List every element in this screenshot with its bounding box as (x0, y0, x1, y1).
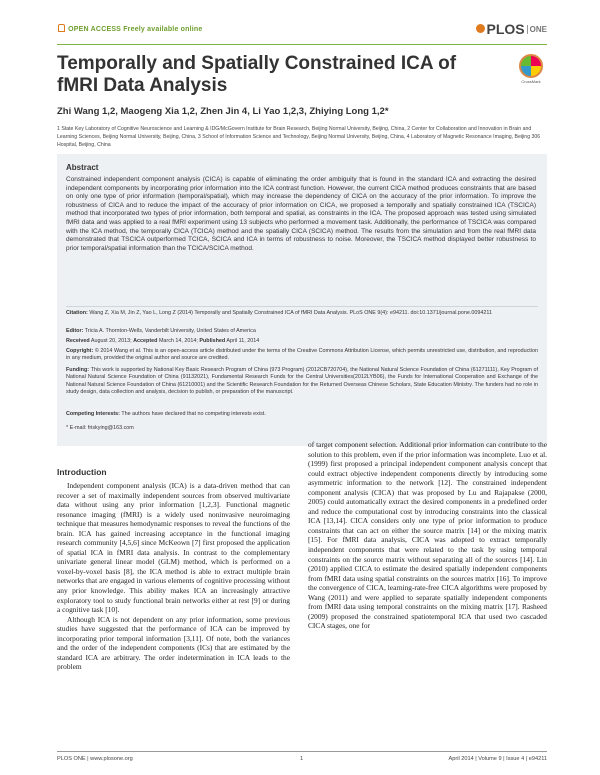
abstract-divider (66, 306, 538, 307)
page-number: 1 (300, 756, 304, 762)
crossmark-label: CrossMark (521, 79, 541, 84)
funding (66, 367, 538, 397)
citation-label: Citation: (66, 310, 88, 316)
introduction-heading: Introduction (57, 467, 107, 477)
plos-one-logo (476, 21, 547, 37)
competing-interests (66, 411, 538, 418)
intro-paragraph-1: Independent component analysis (ICA) is a data-driven method that can recover a set of maximally independent sources from observed multivariate data without using any prior information [1,2,3]. Functional magnetic resonance imaging (fMRI) is a widely used noninvasive neuroimaging technique that measures hemodynamic responses to reveal the functions of the brain. ICA has gained increasing acceptance in the functional imaging research community [4,5,6] since McKeown [7] first proposed the application of spatial ICA in fMRI data analysis. In contrast to the complementary univariate general linear model (GLM) method, which is performed on a voxel-by-voxel basis [8], the ICA method is able to extract multiple brain networks that are engaged in various elements of cognitive processing without any prior knowledge. This ability makes ICA an increasingly attractive exploratory tool to study functional brain networks either at rest [9] or during a cognitive task [10]. (57, 481, 290, 615)
editor (66, 328, 538, 335)
editor-label: Editor: (66, 328, 84, 334)
abstract-box (57, 154, 547, 446)
abstract-text: Constrained independent component analysis (CICA) is capable of eliminating the order ambiguity that is found in the standard ICA and extracting the desired independent components by incorporating prior information into the ICA contrast function. However, the current CICA method produces constraints that are based on only one type of prior information (temporal/spatial), which may increase the dependency of CICA on the accuracy of the prior information. To improve the robustness of CICA and to reduce the impact of the accuracy of prior information on CICA, we proposed a temporally and spatially constrained ICA (TSCICA) method that incorporated two types of prior information, both temporal and spatial, as constraints in the ICA. The proposed approach was tested using simulated fMRI data and was applied to a real fMRI experiment using 13 subjects who performed a movement task. Additionally, the performance of TSCICA was compared with the ICA method, the temporally CICA (TCICA) method and the spatially CICA (SCICA) method. The results from the simulation and from the real fMRI data demonstrated that TSCICA outperformed TCICA, SCICA and ICA in terms of robustness to noise. Moreover, the TSCICA method displayed better robustness to prior temporal/spatial information than the TCICA/SCICA method. (66, 176, 536, 252)
funding-text: This work is supported by National Key Basic Research Program of China (973 Program) (2012CB720704), the National Natural Science Foundation of China (61271111), Key Program of National Natural Science Foundation of China (91132021), Fundamental Research Funds for the Central Universities(2012LYB06), the Funds for International Cooperation and Exchange of the National Natural Science Foundation of China (61210001) and the Scientific Research Foundation for the Returned Overseas Chinese Scholars, State Education Ministry. The funders had no role in study design, data collection and analysis, decision to publish, or preparation of the manuscript. (66, 367, 538, 396)
received-date: August 20, 2013; (90, 338, 132, 344)
footer-journal[interactable]: PLOS ONE | www.plosone.org (57, 756, 133, 762)
accepted-date: March 14, 2014; (158, 338, 198, 344)
accepted-label: Accepted (133, 338, 158, 344)
journal-header (57, 21, 547, 41)
footer-issue: April 2014 | Volume 9 | Issue 4 | e94211 (448, 756, 547, 762)
journal-name: PLOS (486, 21, 525, 37)
journal-suffix: ONE (527, 25, 547, 34)
open-access-banner (57, 24, 203, 33)
published-label: Published (199, 338, 226, 344)
editor-text: Tricia A. Thornton-Wells, Vanderbilt University, United States of America (84, 328, 256, 334)
page-footer (57, 751, 547, 762)
plos-sun-icon (476, 24, 485, 33)
received-label: Received (66, 338, 90, 344)
crossmark-badge[interactable] (517, 54, 545, 84)
competing-text: The authors have declared that no competing interests exist. (121, 411, 266, 417)
corresponding-email[interactable]: * E-mail: friskying@163.com (66, 425, 134, 431)
affiliations: 1 State Key Laboratory of Cognitive Neuroscience and Learning & IDG/McGovern Institute for Brain Research, Beijing Normal University, Beijing, China, 2 Center for Collaboration and Innovation in Brain and Learning Sciences, Beijing Normal University, Beijing, China, 3 School of Information Science and Technology, Beijing Normal University, Beijing, China, 4 Laboratory of Magnetic Resonance Imaging, Beijing 306 Hospital, Beijing, China (57, 126, 541, 148)
article-title: Temporally and Spatially Constrained ICA of fMRI Data Analysis (57, 53, 457, 96)
header-divider (57, 44, 547, 45)
citation (66, 310, 538, 317)
intro-paragraph-3: of target component selection. Additional prior information can contribute to the solution to this problem, even if the prior information was incomplete. Luo et al. (1999) first proposed a principal independent component analysis concept that could extract objective independent components directly by introducing some asymmetric information to the network [12]. The constrained independent component analysis (CICA) that was proposed by Lu and Rajapakse (2000, 2005) could automatically extract the desired components in a predefined order and reduce the computational cost by introducing constraints into the classical ICA [13,14]. CICA considers only one type of prior information to produce constraints that can act on either the source matrix [14] or the mixing matrix [15]. For fMRI data analysis, CICA was adopted to extract temporally independent components that were related to the task by using temporal constraints on the source matrix without separating all of the sources [14]. Lin (2010) applied CICA to estimate the desired spatially independent components from fMRI data using spatial constraints on the sources matrix [16]. To improve the convergence of CICA, learning-rate-free CICA algorithms were proposed by Wang (2011) and were applied to separate spatially independent components from fMRI data using temporal constraints on the mixing matrix [17]. Rasheed (2009) proposed the constrained spatiotemporal ICA that used two cascaded CICA stages, one for (308, 440, 547, 631)
open-access-label: OPEN ACCESS Freely available online (68, 26, 203, 33)
copyright-text: © 2014 Wang et al. This is an open-access article distributed under the terms of the Creative Commons Attribution License, which permits unrestricted use, distribution, and reproduction in any medium, provided the original author and source are credited. (66, 348, 538, 362)
crossmark-icon (519, 54, 543, 78)
open-access-lock-icon (58, 24, 65, 32)
abstract-heading: Abstract (66, 163, 99, 172)
funding-label: Funding: (66, 367, 90, 373)
competing-label: Competing Interests: (66, 411, 120, 417)
copyright (66, 348, 538, 363)
body-column-left (57, 481, 290, 672)
body-column-right (308, 440, 547, 631)
citation-text: Wang Z, Xia M, Jin Z, Yao L, Long Z (2014) Temporally and Spatially Constrained ICA of fMRI Data Analysis. PLoS ONE 9(4): e94211. doi:10.1371/journal.pone.0094211 (89, 310, 492, 316)
author-list: Zhi Wang 1,2, Maogeng Xia 1,2, Zhen Jin 4, Li Yao 1,2,3, Zhiying Long 1,2* (57, 106, 389, 117)
copyright-label: Copyright: (66, 348, 94, 354)
dates (66, 338, 538, 345)
published-date: April 11, 2014 (226, 338, 260, 344)
intro-paragraph-2: Although ICA is not dependent on any prior information, some previous studies have suggested that the performance of ICA can be improved by incorporating prior temporal information [3,11]. Of note, both the variances and the order of the independent components (ICs) that are estimated by the standard ICA are arbitrary. The order indetermination in ICA leads to the problem (57, 614, 290, 672)
